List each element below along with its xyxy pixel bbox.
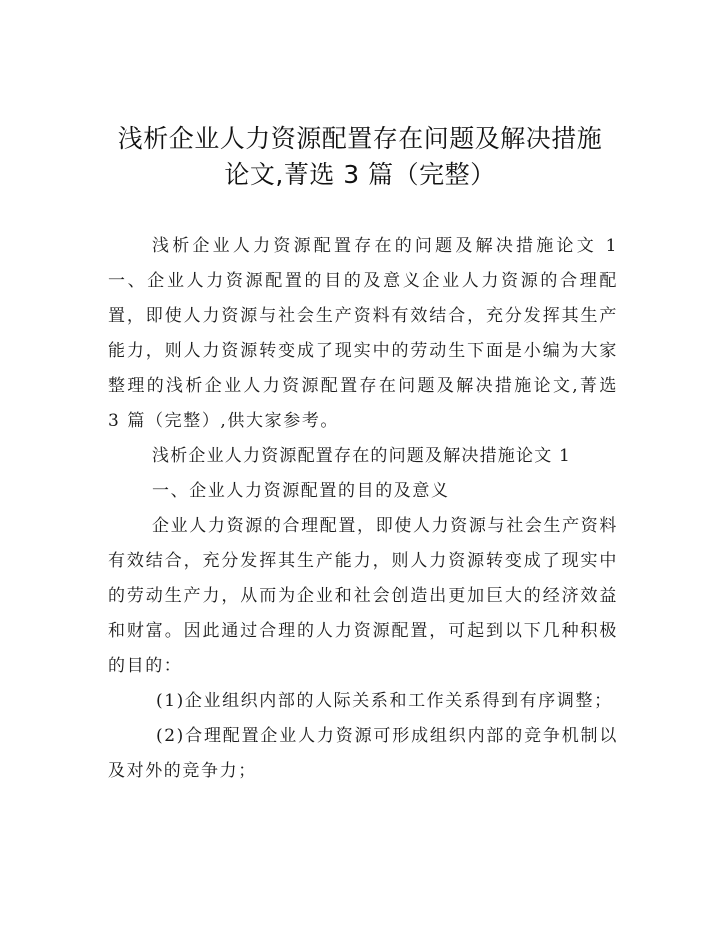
document-body — [108, 229, 618, 789]
paper-subtitle: 浅析企业人力资源配置存在的问题及解决措施论文 1 — [152, 446, 572, 466]
body-paragraph: 企业人力资源的合理配置，即使人力资源与社会生产资料有效结合，充分发挥其生产能力，则人力资源转变成了现实中的劳动生产力，从而为企业和社会创造出更加巨大的经济效益和财富。因此通过合理的人力资源配置，可起到以下几种积极的目的： — [108, 516, 618, 676]
document-title-line-2: 论文,菁选 3 篇（完整） — [224, 160, 496, 189]
section-heading: 一、企业人力资源配置的目的及意义 — [152, 481, 450, 501]
intro-paragraph: 浅析企业人力资源配置存在的问题及解决措施论文 1 一、企业人力资源配置的目的及意义企业人力资源的合理配置，即使人力资源与社会生产资料有效结合，充分发挥其生产能力，则人力资源转变成了现实中的劳动生下面是小编为大家整理的浅析企业人力资源配置存在问题及解决措施论文,菁选 3 篇（完整）,供大家参考。 — [108, 236, 618, 431]
list-item-1: (1)企业组织内部的人际关系和工作关系得到有序调整； — [156, 691, 613, 711]
list-item-2: (2)合理配置企业人力资源可形成组织内部的竞争机制以及对外的竞争力； — [108, 726, 618, 781]
document-title-line-1: 浅析企业人力资源配置存在问题及解决措施 — [117, 124, 603, 153]
